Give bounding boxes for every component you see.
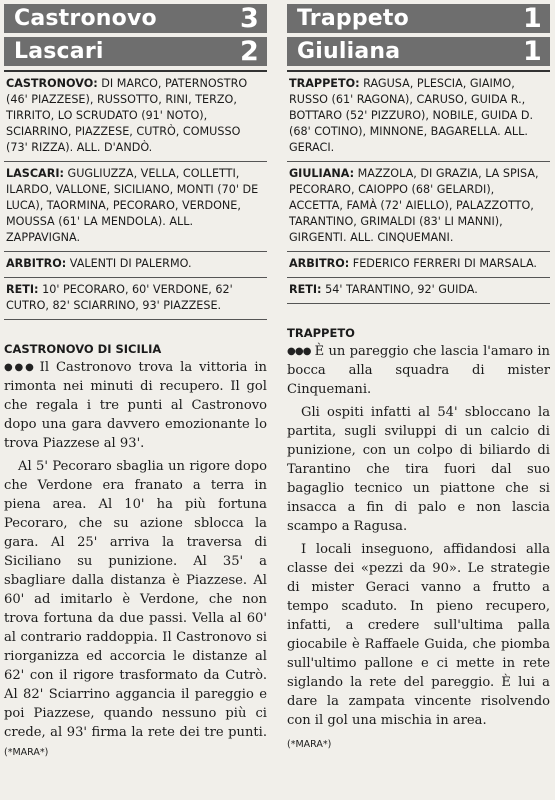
lineup-text: GUGLIUZZA, VELLA, COLLETTI, ILARDO, VALLONE, SICILIANO, MONTI (70' DE LUCA), TAORMINA, PECORARO, VERDONE, MOUSSA (61' LA MENDOLA). ALL. ZAPPAVIGNA. <box>6 167 259 244</box>
goals-text: 10' PECORARO, 60' VERDONE, 62' CUTRO, 82' SCIARRINO, 93' PIAZZESE. <box>6 283 233 312</box>
paragraph: I locali inseguono, affidandosi alla classe dei «pezzi da 90». Le strategie di mister Geraci vanno a frutto a tempo scaduto. In pieno recupero, infatti, a credere sull'ultima palla giocabile è Raffaele Guida, che piomba sull'ultimo pallone e ci mette in rete siglando la rete del pareggio. È lui a dare la zampata vincente risolvendo con il gol una mischia in area. <box>287 542 550 728</box>
paragraph: Al 5' Pecoraro sbaglia un rigore dopo che Verdone era franato a terra in piena area. Al 10' ha più fortuna Pecoraro, che su azione sblocca la gara. Al 25' arriva la traversa di Siciliano su punizione. Al 35' a sbagliare dalla distanza è Piazzese. Al 60' ad imitarlo è Verdone, che non trova fortuna da due passi. Vella al 60' al contrario raddoppia. Il Castronovo si riorganizza ed accorcia le distanze al 62' con il rigore trasformato da Cutrò. Al 82' Sciarrino aggancia il pareggio e poi Piazzese, quando nessuno più ci crede, al 93' firma la rete dei tre punti. (*MARA*) <box>4 459 267 758</box>
match-trappeto-giuliana <box>287 0 550 758</box>
paragraph <box>287 734 550 754</box>
goals <box>4 278 267 320</box>
goals-label: RETI: <box>6 283 39 296</box>
goals-text: 54' TARANTINO, 92' GUIDA. <box>325 283 478 296</box>
referee-text: FEDERICO FERRERI DI MARSALA. <box>352 257 537 270</box>
lineup-text: MAZZOLA, DI GRAZIA, LA SPISA, PECORARO, CAIOPPO (68' GELARDI), ACCETTA, FAMÀ (72' AIELLO), PALAZZOTTO, TARANTINO, GRIMALDI (83' LI MANNI), GIRGENTI. ALL. CINQUEMANI. <box>289 167 539 244</box>
dateline: TRAPPETO <box>287 326 355 340</box>
paragraph: ●●● È un pareggio che lascia l'amaro in bocca alla squadra di mister Cinquemani. <box>287 344 550 397</box>
team-score: 1 <box>523 36 542 67</box>
referee-label: ARBITRO: <box>289 257 350 270</box>
lineup-home <box>4 70 267 162</box>
bullet-dots-icon: ●●● <box>287 346 311 357</box>
team-name: Trappeto <box>297 6 409 31</box>
lineup-home <box>287 70 550 162</box>
team-name: Giuliana <box>297 39 401 64</box>
team-name: Castronovo <box>14 6 157 31</box>
team-score: 3 <box>240 3 259 34</box>
lineup-label: GIULIANA: <box>289 167 355 180</box>
referee <box>287 252 550 278</box>
match-castronovo-lascari <box>4 0 267 766</box>
bullet-dots-icon: ●●● <box>4 362 36 373</box>
article-body <box>287 342 550 754</box>
lineup-away <box>287 162 550 252</box>
lineup-text: DI MARCO, PATERNOSTRO (46' PIAZZESE), RUSSOTTO, RINI, TERZO, TIRRITO, LO SCRUDATO (91' NOTO), SCIARRINO, PIAZZESE, CUTRÒ, COMUSSO (73' RIZZA). ALL. D'ANDÒ. <box>6 77 248 154</box>
article-body <box>4 358 267 762</box>
lineup-label: LASCARI: <box>6 167 64 180</box>
signature: (*MARA*) <box>4 747 49 758</box>
lineup-label: TRAPPETO: <box>289 77 360 90</box>
goals <box>287 278 550 304</box>
referee <box>4 252 267 278</box>
team-score: 1 <box>523 3 542 34</box>
scorebar-home <box>287 4 550 33</box>
referee-label: ARBITRO: <box>6 257 67 270</box>
dateline: CASTRONOVO DI SICILIA <box>4 342 162 356</box>
referee-text: VALENTI DI PALERMO. <box>69 257 192 270</box>
lineup-text: RAGUSA, PLESCIA, GIAIMO, RUSSO (61' RAGONA), CARUSO, GUIDA R., BOTTARO (52' PIZZURO), NOBILE, GUIDA D. (68' COTINO), MINNONE, BAGARELLA. ALL. GERACI. <box>289 77 534 154</box>
scorebar-home <box>4 4 267 33</box>
paragraph: ●●● Il Castronovo trova la vittoria in rimonta nei minuti di recupero. Il gol che regala i tre punti al Castronovo dopo una gara davvero emozionante lo trova Piazzese al 93'. <box>4 360 267 451</box>
team-score: 2 <box>240 36 259 67</box>
scorebar-away <box>287 37 550 66</box>
lineup-label: CASTRONOVO: <box>6 77 98 90</box>
signature: (*MARA*) <box>287 739 332 750</box>
team-name: Lascari <box>14 39 104 64</box>
paragraph: Gli ospiti infatti al 54' sbloccano la partita, sugli sviluppi di un calcio di punizione, con un colpo di biliardo di Tarantino che tira fuori dal suo bagaglio tecnico un piattone che si insacca a fin di palo e non lascia scampo a Ragusa. <box>287 405 550 534</box>
goals-label: RETI: <box>289 283 322 296</box>
scorebar-away <box>4 37 267 66</box>
lineup-away <box>4 162 267 252</box>
